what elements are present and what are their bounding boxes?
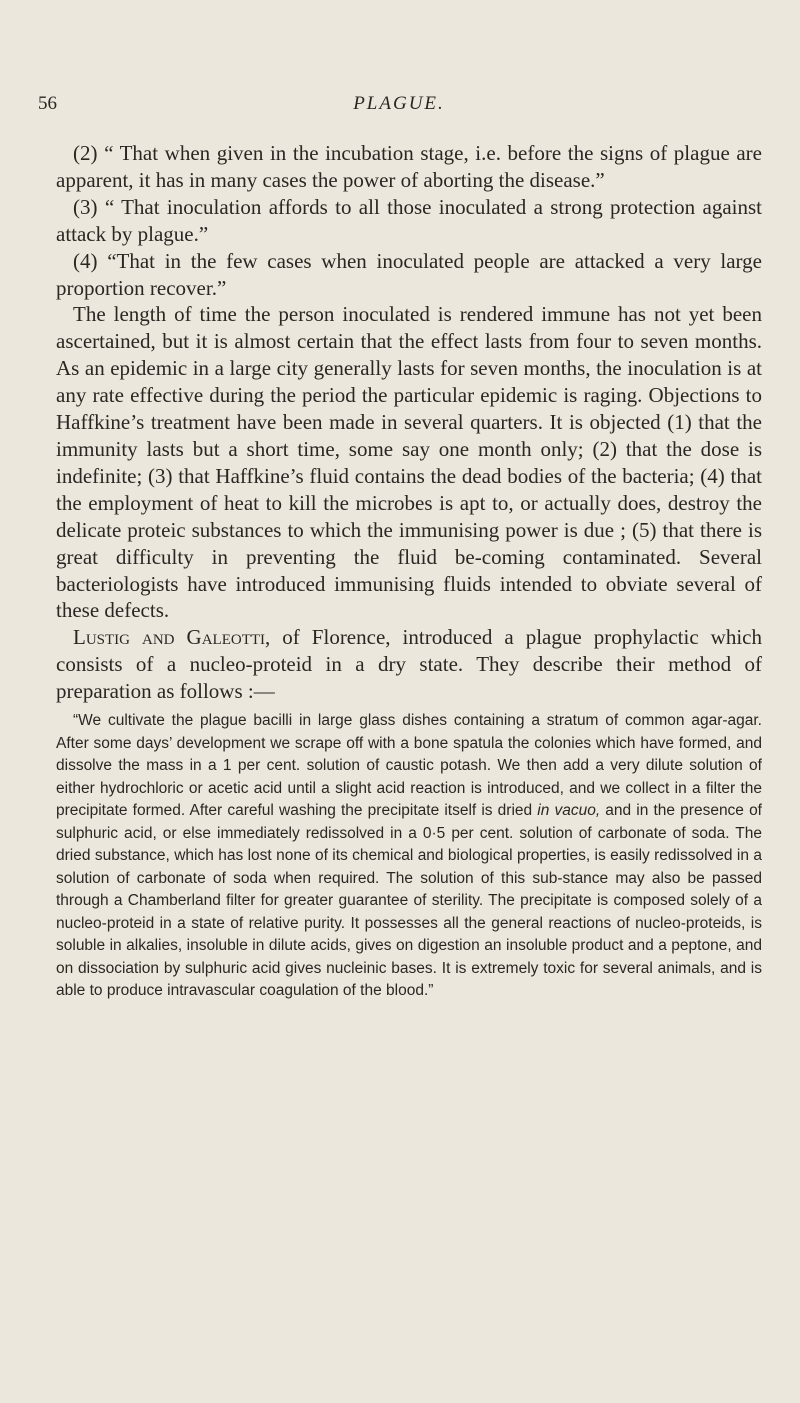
paragraph-lustig-galeotti [56, 624, 762, 705]
paragraph-lustig-galeotti-text: of Florence, introduced a plague prophylactic which consists of a nucleo-proteid in a dry state. They describe their method of preparation as follows :— [56, 625, 763, 704]
block-quote-method [56, 710, 762, 1003]
page-header [38, 93, 760, 123]
page-number: 56 [38, 93, 57, 114]
quote-text-part-2: and in the presence of sulphuric acid, or else immediately redissolved in a 0·5 per cent. solution of carbonate of soda. The dried substance, which has lost none of its chemical and biological properties, is easily redissolved in a solution of carbonate of soda when required. The solution of this sub-stance may also be passed through a Chamberland filter for greater guarantee of sterility. The precipitate is composed solely of a nucleo-proteid in a state of relative purity. It possesses all the general reactions of nucleo-proteids, is soluble in alkalies, insoluble in dilute acids, gives on digestion an insoluble product and a peptone, and on dissociation by sulphuric acid gives nucleinic bases. It is extremely toxic for several animals, and is able to produce intravascular coagulation of the blood.” [56, 802, 762, 1000]
paragraph-finding-3: (3) “ That inoculation affords to all those inoculated a strong protection against attack by plague.” [56, 194, 762, 246]
running-head: PLAGUE. [353, 93, 445, 114]
paragraph-immunity-duration: The length of time the person inoculated is rendered immune has not yet been ascertained, but it is almost certain that the effect lasts from four to seven months. As an epidemic in a large city generally lasts for seven months, the inoculation is at any rate effective during the period the particular epidemic is raging. Objections to Haffkine’s treatment have been made in several quarters. It is objected (1) that the immunity lasts but a short time, some say one month only; (2) that the dose is indefinite; (3) that Haffkine’s fluid contains the dead bodies of the bacteria; (4) that the employment of heat to kill the microbes is apt to, or actually does, destroy the delicate proteic substances to which the immunising power is due ; (5) that there is great difficulty in preventing the fluid be-coming contaminated. Several bacteriologists have introduced immunising fluids intended to obviate several of these defects. [56, 302, 762, 623]
author-names: Lustig and Galeotti, [73, 625, 271, 650]
paragraph-finding-4: (4) “That in the few cases when inoculated people are attacked a very large proportion recover.” [56, 248, 762, 300]
body-text [56, 140, 762, 1003]
quote-italic-phrase: in vacuo, [537, 802, 601, 820]
quote-text-part-1: “We cultivate the plague bacilli in large glass dishes containing a stratum of common agar-agar. After some days’ development we scrape off with a bone spatula the colonies which have formed, and dissolve the mass in a 1 per cent. solution of caustic potash. We then add a very dilute solution of either hydrochloric or acetic acid until a slight acid reaction is introduced, and we collect in a filter the precipitate formed. After careful washing the precipitate itself is dried [56, 712, 762, 820]
paragraph-finding-2: (2) “ That when given in the incubation stage, i.e. before the signs of plague are apparent, it has in many cases the power of aborting the disease.” [56, 141, 762, 192]
